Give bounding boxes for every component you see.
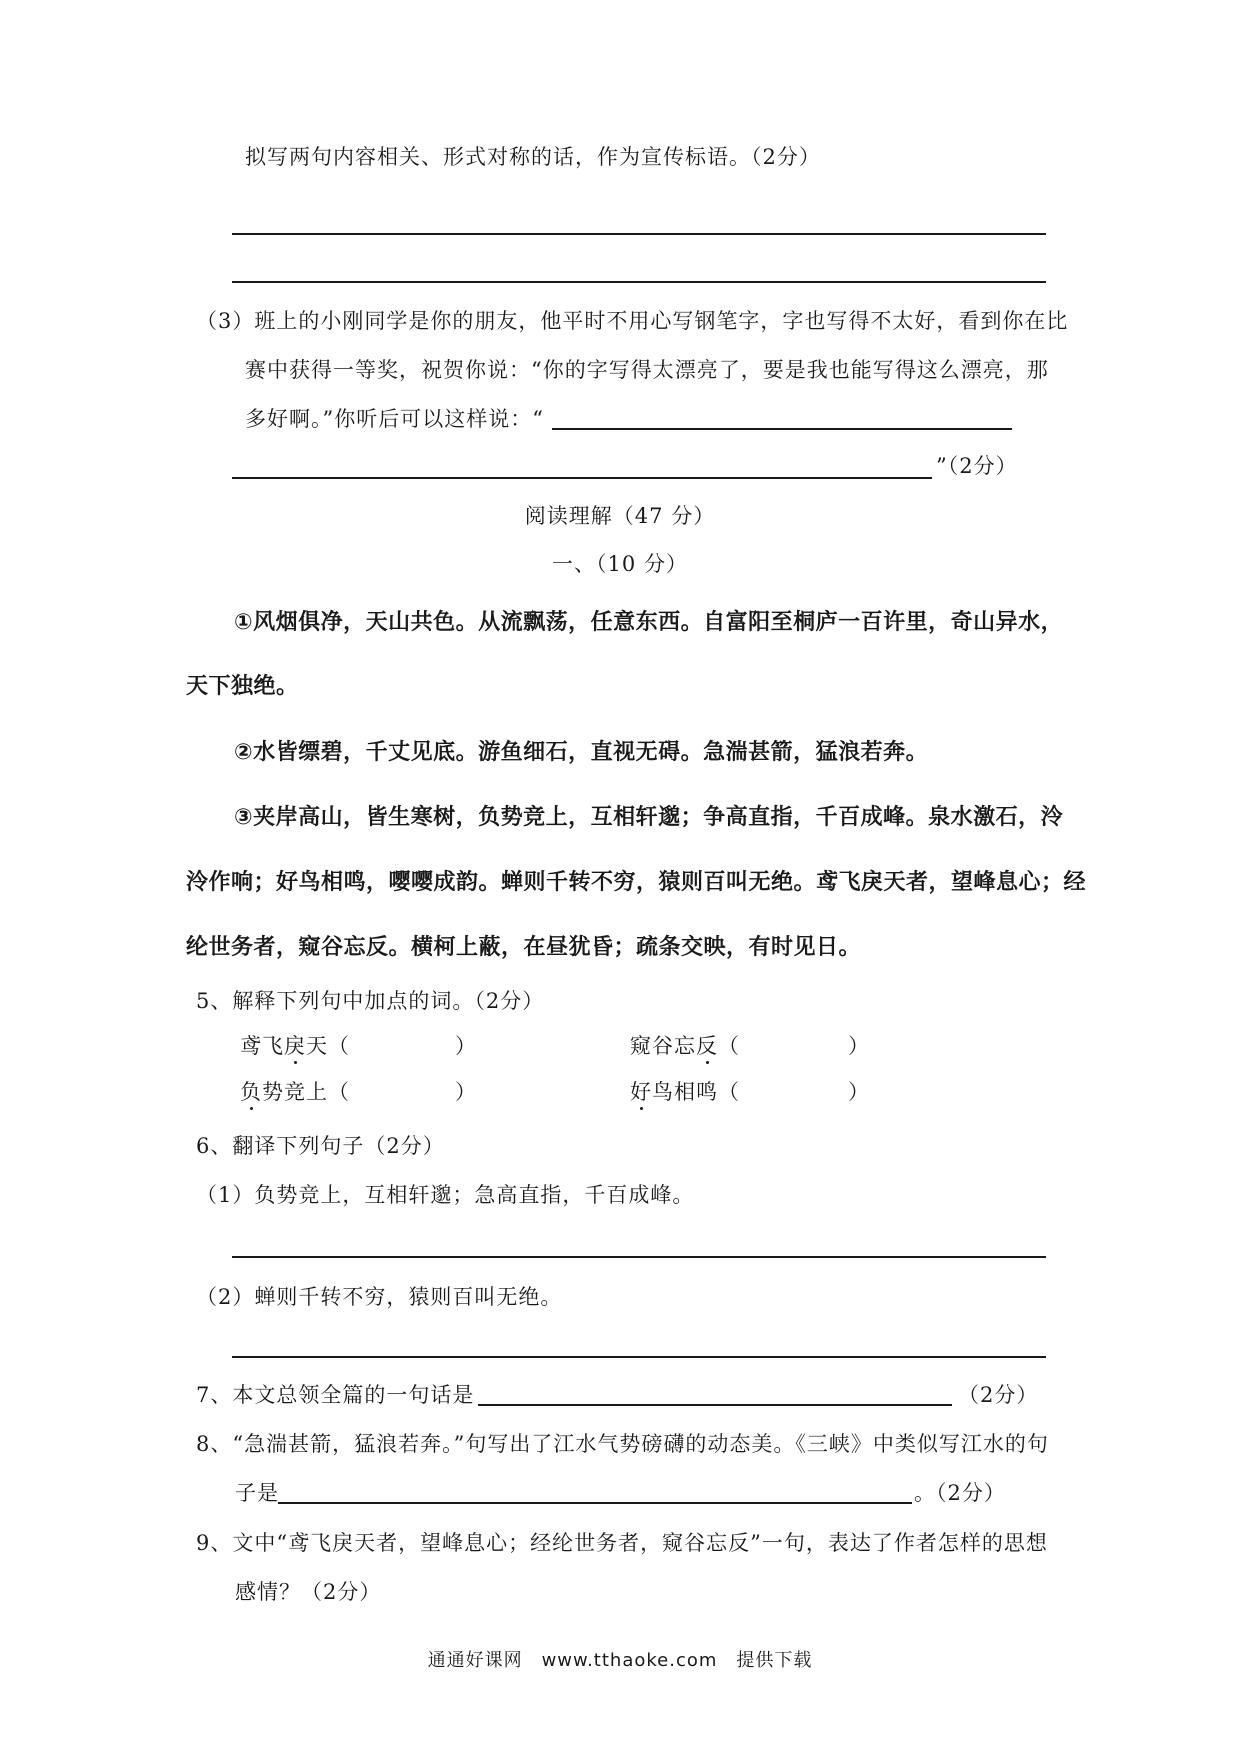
word-item: 窥谷忘反（ [630,1034,740,1058]
answer-line[interactable] [552,428,1012,430]
answer-line[interactable] [232,1256,1046,1258]
answer-line[interactable] [232,477,932,479]
score-label: 。（2分） [914,1481,1006,1505]
question-5-prompt: 5、解释下列句中加点的词。（2分） [196,989,545,1013]
slogan-prompt: 拟写两句内容相关、形式对称的话，作为宣传标语。（2分） [245,145,821,169]
answer-line[interactable] [478,1404,952,1406]
question-text: 多好啊。”你听后可以这样说：“ [245,407,544,431]
answer-blank-close[interactable]: ） [455,1080,477,1104]
question-8-cont: 子是 [235,1481,279,1505]
answer-line[interactable] [232,1356,1046,1358]
dotted-char: 戾 [284,1034,306,1058]
answer-line[interactable] [232,233,1046,235]
score-label: （2分） [958,1383,1039,1407]
passage-paragraph-3-cont: 泠作响；好鸟相鸣，嘤嘤成韵。蝉则千转不穷，猿则百叫无绝。鸢飞戾天者，望峰息心；经 [186,870,1087,895]
score-label: ”（2分） [936,454,1018,478]
passage-paragraph-2: ②水皆缥碧，千丈见底。游鱼细石，直视无碍。急湍甚箭，猛浪若奔。 [234,740,929,765]
question-8-prompt: 8、“急湍甚箭，猛浪若奔。”句写出了江水气势磅礴的动态美。《三峡》中类似写江水的句 [196,1432,1049,1456]
dotted-char: 好 [630,1080,652,1104]
passage-paragraph-1: ①风烟俱净，天山共色。从流飘荡，任意东西。自富阳至桐庐一百许里，奇山异水， [234,610,1064,635]
answer-blank-close[interactable]: ） [455,1034,477,1058]
question-text: （3）班上的小刚同学是你的朋友，他平时不用心写钢笔字，字也写得不太好，看到你在比 [196,309,1069,333]
passage-paragraph-3-cont: 纶世务者，窥谷忘反。横柯上蔽，在昼犹昏；疏条交映，有时见日。 [186,935,862,960]
question-7-prompt: 7、本文总领全篇的一句话是 [196,1383,475,1407]
sub-section-title: 一、（10 分） [552,552,688,576]
dotted-char: 负 [240,1080,262,1104]
translate-sentence-1: （1）负势竞上，互相轩邈；急高直指，千百成峰。 [196,1183,695,1207]
question-9-prompt: 9、文中“鸢飞戾天者，望峰息心；经纶世务者，窥谷忘反”一句，表达了作者怎样的思想 [196,1531,1048,1555]
answer-blank-close[interactable]: ） [848,1080,870,1104]
answer-blank-close[interactable]: ） [848,1034,870,1058]
answer-line[interactable] [232,281,1046,283]
passage-paragraph-1-cont: 天下独绝。 [186,674,299,699]
question-6-prompt: 6、翻译下列句子（2分） [196,1134,445,1158]
question-text: 赛中获得一等奖，祝贺你说：“你的字写得太漂亮了，要是我也能写得这么漂亮，那 [245,358,1049,382]
passage-paragraph-3: ③夹岸高山，皆生寒树，负势竞上，互相轩邈；争高直指，千百成峰。泉水激石，泠 [234,805,1064,830]
word-item: 鸢飞戾天（ [240,1034,350,1058]
answer-line[interactable] [278,1502,912,1504]
translate-sentence-2: （2）蝉则千转不穷，猿则百叫无绝。 [196,1285,563,1309]
word-item: 负势竞上（ [240,1080,350,1104]
word-item: 好鸟相鸣（ [630,1080,740,1104]
section-title: 阅读理解（47 分） [524,504,716,528]
page-footer: 通通好课网 www.tthaoke.com 提供下载 [427,1650,813,1671]
question-9-cont: 感情？（2分） [235,1580,382,1604]
dotted-char: 反 [696,1034,718,1058]
